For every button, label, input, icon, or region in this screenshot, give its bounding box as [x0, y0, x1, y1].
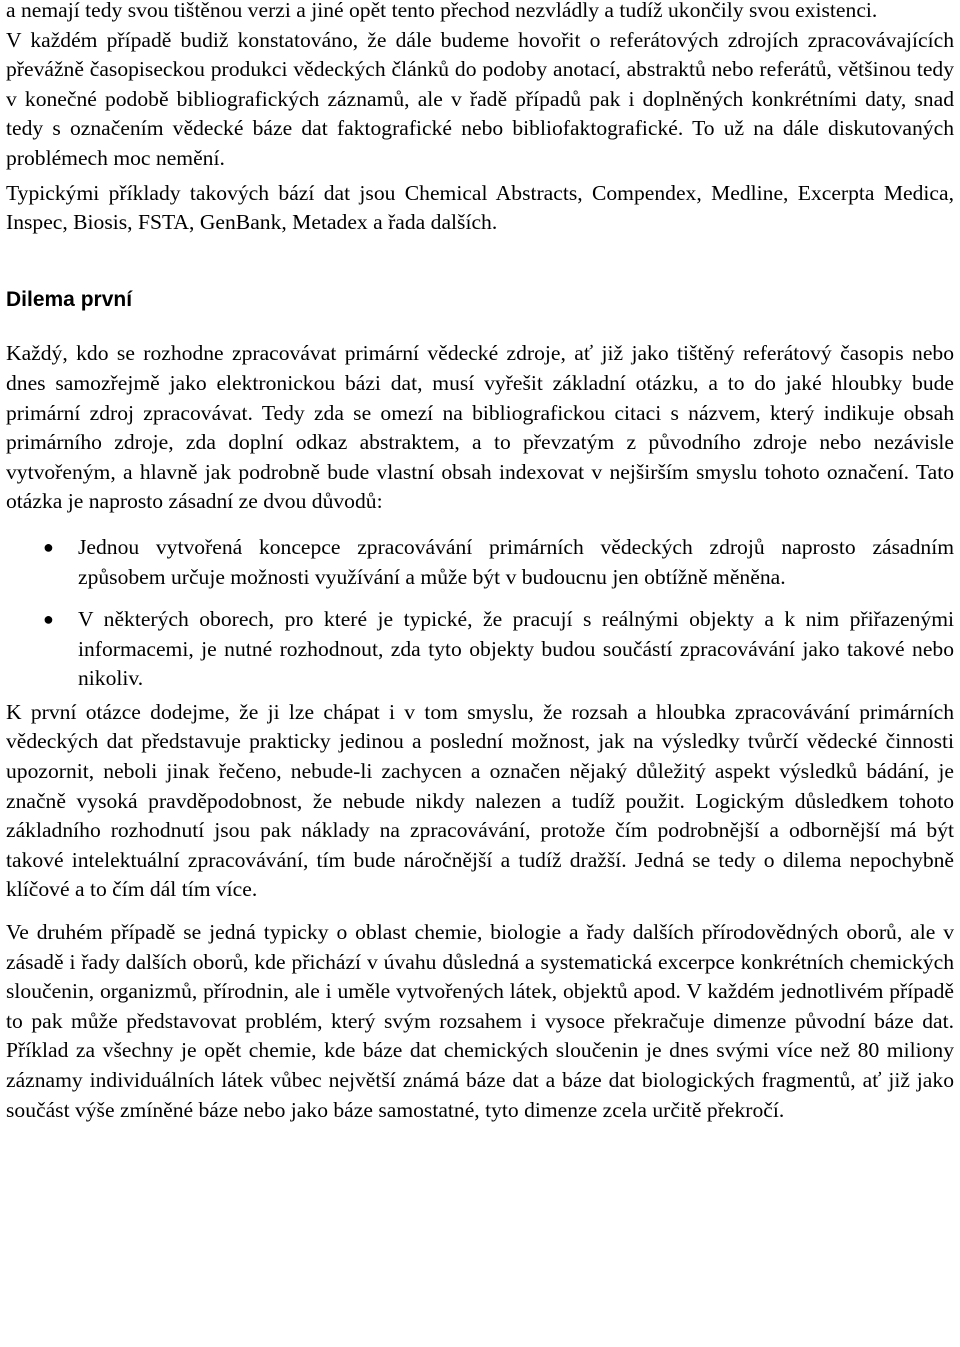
list-item-text: V některých oborech, pro které je typické, že pracují s reálnými objekty a k nim přiřazenými informacemi, je nutné rozhodnout, zda tyto objekty budou součástí zpracovávání jako takové nebo nikoliv. — [78, 607, 954, 691]
paragraph-druhy-pripad: Ve druhém případě se jedná typicky o oblast chemie, biologie a řady dalších přírodovědných oborů, ale v zásadě i řady dalších oborů, kde přichází v úvahu důsledná a systematická excerpce konkrétních chemických sloučenin, organizmů, přírodnin, ale i uměle vytvořených látek, objektů apod. V každém jednotlivém případě to pak může představovat problém, který svým rozsahem i vysoce překračuje dimenze původní báze dat. Příklad za všechny je opět chemie, kde báze dat chemických sloučenin je dnes svými více než 80 miliony záznamy individuálních látek vůbec největší známá báze dat a báze dat biologických fragmentů, ať již jako součást výše zmíněné báze nebo jako báze samostatné, tyto dimenze zcela určitě překročí. — [6, 920, 954, 1122]
paragraph-dilema: Každý, kdo se rozhodne zpracovávat primární vědecké zdroje, ať již jako tištěný referátový časopis nebo dnes samozřejmě jako elektronickou bázi dat, musí vyřešit základní otázku, a to do jaké hloubky bude primární zdroj zpracovávat. Tedy zda se omezí na bibliografickou citaci s názvem, který indikuje obsah primárního zdroje, zda doplní odkaz abstraktem, a to převzatým z původního zdroje nebo nezávisle vytvořeným, a hlavně jak podrobně bude vlastní obsah indexovat v nejširším smyslu tohoto označení. Tato otázka je naprosto zásadní ze dvou důvodů: — [6, 341, 954, 514]
list-item — [6, 605, 954, 694]
paragraph-referatove-zdroje: V každém případě budiž konstatováno, že dále budeme hovořit o referátových zdrojích zpracovávajících převážně časopiseckou produkci vědeckých článků do podoby anotací, abstraktů nebo referátů, většinou tedy v konečné podobě bibliografických záznamů, ale v řadě případů pak i doplněných konkrétními daty, snad tedy s označením vědecké báze dat faktografické nebo bibliofaktografické. To už na dále diskutovaných problémech moc nemění. — [6, 27, 954, 170]
paragraph-priklady-bazi: Typickými příklady takových bází dat jsou Chemical Abstracts, Compendex, Medline, Excerpta Medica, Inspec, Biosis, FSTA, GenBank, Metadex a řada dalších. — [6, 180, 954, 235]
list-item-text: Jednou vytvořená koncepce zpracovávání primárních vědeckých zdrojů naprosto zásadním způsobem určuje možnosti využívání a může být v budoucnu jen obtížně měněna. — [78, 534, 954, 589]
bullet-list — [6, 533, 954, 694]
bullet-dot-icon: ● — [43, 536, 54, 557]
paragraph-existence: a nemají tedy svou tištěnou verzi a jiné opět tento přechod nezvládly a tudíž ukončily svou existenci. — [6, 0, 878, 22]
section-heading: Dilema první — [6, 287, 133, 311]
paragraph-prvni-otazka: K první otázce dodejme, že ji lze chápat i v tom smyslu, že rozsah a hloubka zpracovávání primárních vědeckých dat představuje prakticky jedinou a poslední možnost, jak na výsledky tvůrčí vědecké činnosti upozornit, neboli jinak řečeno, nebude-li zachycen a označen nějaký důležitý aspekt výsledků bádání, je značně vysoká pravděpodobnost, že nebude nikdy nalezen a tudíž použit. Logickým důsledkem tohoto základního rozhodnutí jsou pak náklady na zpracovávání, protože čím podrobnější a odbornější má být takové intelektuální zpracovávání, tím bude náročnější a tudíž dražší. Jedná se tedy o dilema nepochybně klíčové a to čím dál tím více. — [6, 699, 954, 902]
bullet-dot-icon: ● — [43, 609, 54, 630]
list-item — [6, 533, 954, 592]
